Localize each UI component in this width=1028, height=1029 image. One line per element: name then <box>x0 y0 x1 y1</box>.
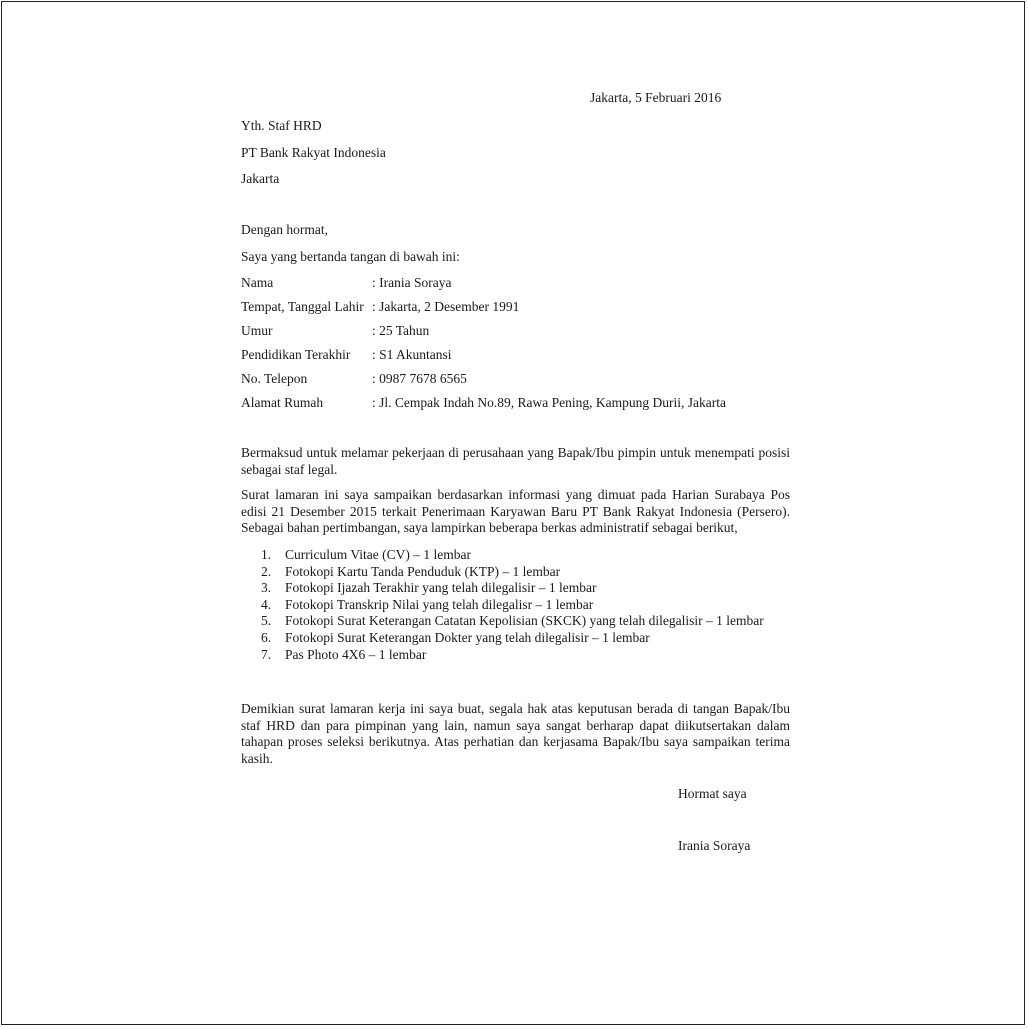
closing-paragraph: Demikian surat lamaran kerja ini saya buat, segala hak atas keputusan berada di tangan Bapak/Ibu staf HRD dan para pimpinan yang lain, namun saya sangat berharap dapat diikutsertakan dalam tahapan proses seleksi berikutnya. Atas perhatian dan kerjasama Bapak/Ibu saya sampaikan terima kasih. <box>241 701 790 766</box>
closing-salutation: Hormat saya <box>678 786 747 801</box>
list-item <box>241 647 764 664</box>
recipient-block <box>241 117 386 197</box>
identity-label: Pendidikan Terakhir <box>241 347 351 362</box>
identity-row <box>241 322 726 346</box>
list-number: 4. <box>261 596 272 612</box>
list-item <box>241 564 764 581</box>
letter-page <box>1 1 1025 1025</box>
list-number: 7. <box>261 646 272 662</box>
identity-label: No. Telepon <box>241 371 308 386</box>
application-paragraph: Bermaksud untuk melamar pekerjaan di perusahaan yang Bapak/Ibu pimpin untuk menempati posisi sebagai staf legal. <box>241 445 790 477</box>
list-item <box>241 630 764 647</box>
identity-value: : 0987 7678 6565 <box>372 371 467 386</box>
identity-label: Umur <box>241 323 273 338</box>
identity-row <box>241 346 726 370</box>
list-text: Pas Photo 4X6 – 1 lembar <box>285 646 427 662</box>
recipient-line: Jakarta <box>241 171 280 186</box>
source-paragraph: Surat lamaran ini saya sampaikan berdasarkan informasi yang dimuat pada Harian Surabaya Pos edisi 21 Desember 2015 terkait Penerimaan Karyawan Baru PT Bank Rakyat Indonesia (Persero). Sebagai bahan pertimbangan, saya lampirkan beberapa berkas administratif sebagai berikut, <box>241 487 790 535</box>
identity-value: : S1 Akuntansi <box>372 347 452 362</box>
list-text: Fotokopi Surat Keterangan Catatan Kepolisian (SKCK) yang telah dilegalisir – 1 lembar <box>285 613 764 629</box>
recipient-line: Yth. Staf HRD <box>241 118 322 133</box>
list-number: 5. <box>261 613 272 629</box>
list-item <box>241 597 764 614</box>
identity-value: : Irania Soraya <box>372 275 452 290</box>
identity-table <box>241 274 726 418</box>
identity-value: : Jakarta, 2 Desember 1991 <box>372 299 520 314</box>
identity-row <box>241 370 726 394</box>
attachment-list <box>241 547 764 663</box>
list-text: Fotokopi Surat Keterangan Dokter yang telah dilegalisir – 1 lembar <box>285 629 650 645</box>
list-item <box>241 613 764 630</box>
identity-label: Alamat Rumah <box>241 395 324 410</box>
list-number: 3. <box>261 580 272 596</box>
identity-value: : Jl. Cempak Indah No.89, Rawa Pening, Kampung Durii, Jakarta <box>372 395 726 410</box>
place-date: Jakarta, 5 Februari 2016 <box>590 90 722 105</box>
intro-line: Saya yang bertanda tangan di bawah ini: <box>241 249 460 264</box>
list-text: Fotokopi Ijazah Terakhir yang telah dilegalisir – 1 lembar <box>285 580 597 596</box>
list-text: Fotokopi Transkrip Nilai yang telah dilegalisr – 1 lembar <box>285 596 594 612</box>
identity-value: : 25 Tahun <box>372 323 430 338</box>
list-item <box>241 580 764 597</box>
greeting: Dengan hormat, <box>241 222 328 237</box>
list-number: 6. <box>261 629 272 645</box>
list-text: Fotokopi Kartu Tanda Penduduk (KTP) – 1 lembar <box>285 563 561 579</box>
list-item <box>241 547 764 564</box>
identity-label: Tempat, Tanggal Lahir <box>241 299 364 314</box>
identity-row <box>241 394 726 418</box>
list-number: 1. <box>261 547 272 562</box>
signer-name: Irania Soraya <box>678 838 751 853</box>
identity-row <box>241 298 726 322</box>
recipient-line: PT Bank Rakyat Indonesia <box>241 144 386 160</box>
list-number: 2. <box>261 563 272 579</box>
list-text: Curriculum Vitae (CV) – 1 lembar <box>285 547 472 562</box>
identity-label: Nama <box>241 275 274 290</box>
identity-row <box>241 274 726 298</box>
